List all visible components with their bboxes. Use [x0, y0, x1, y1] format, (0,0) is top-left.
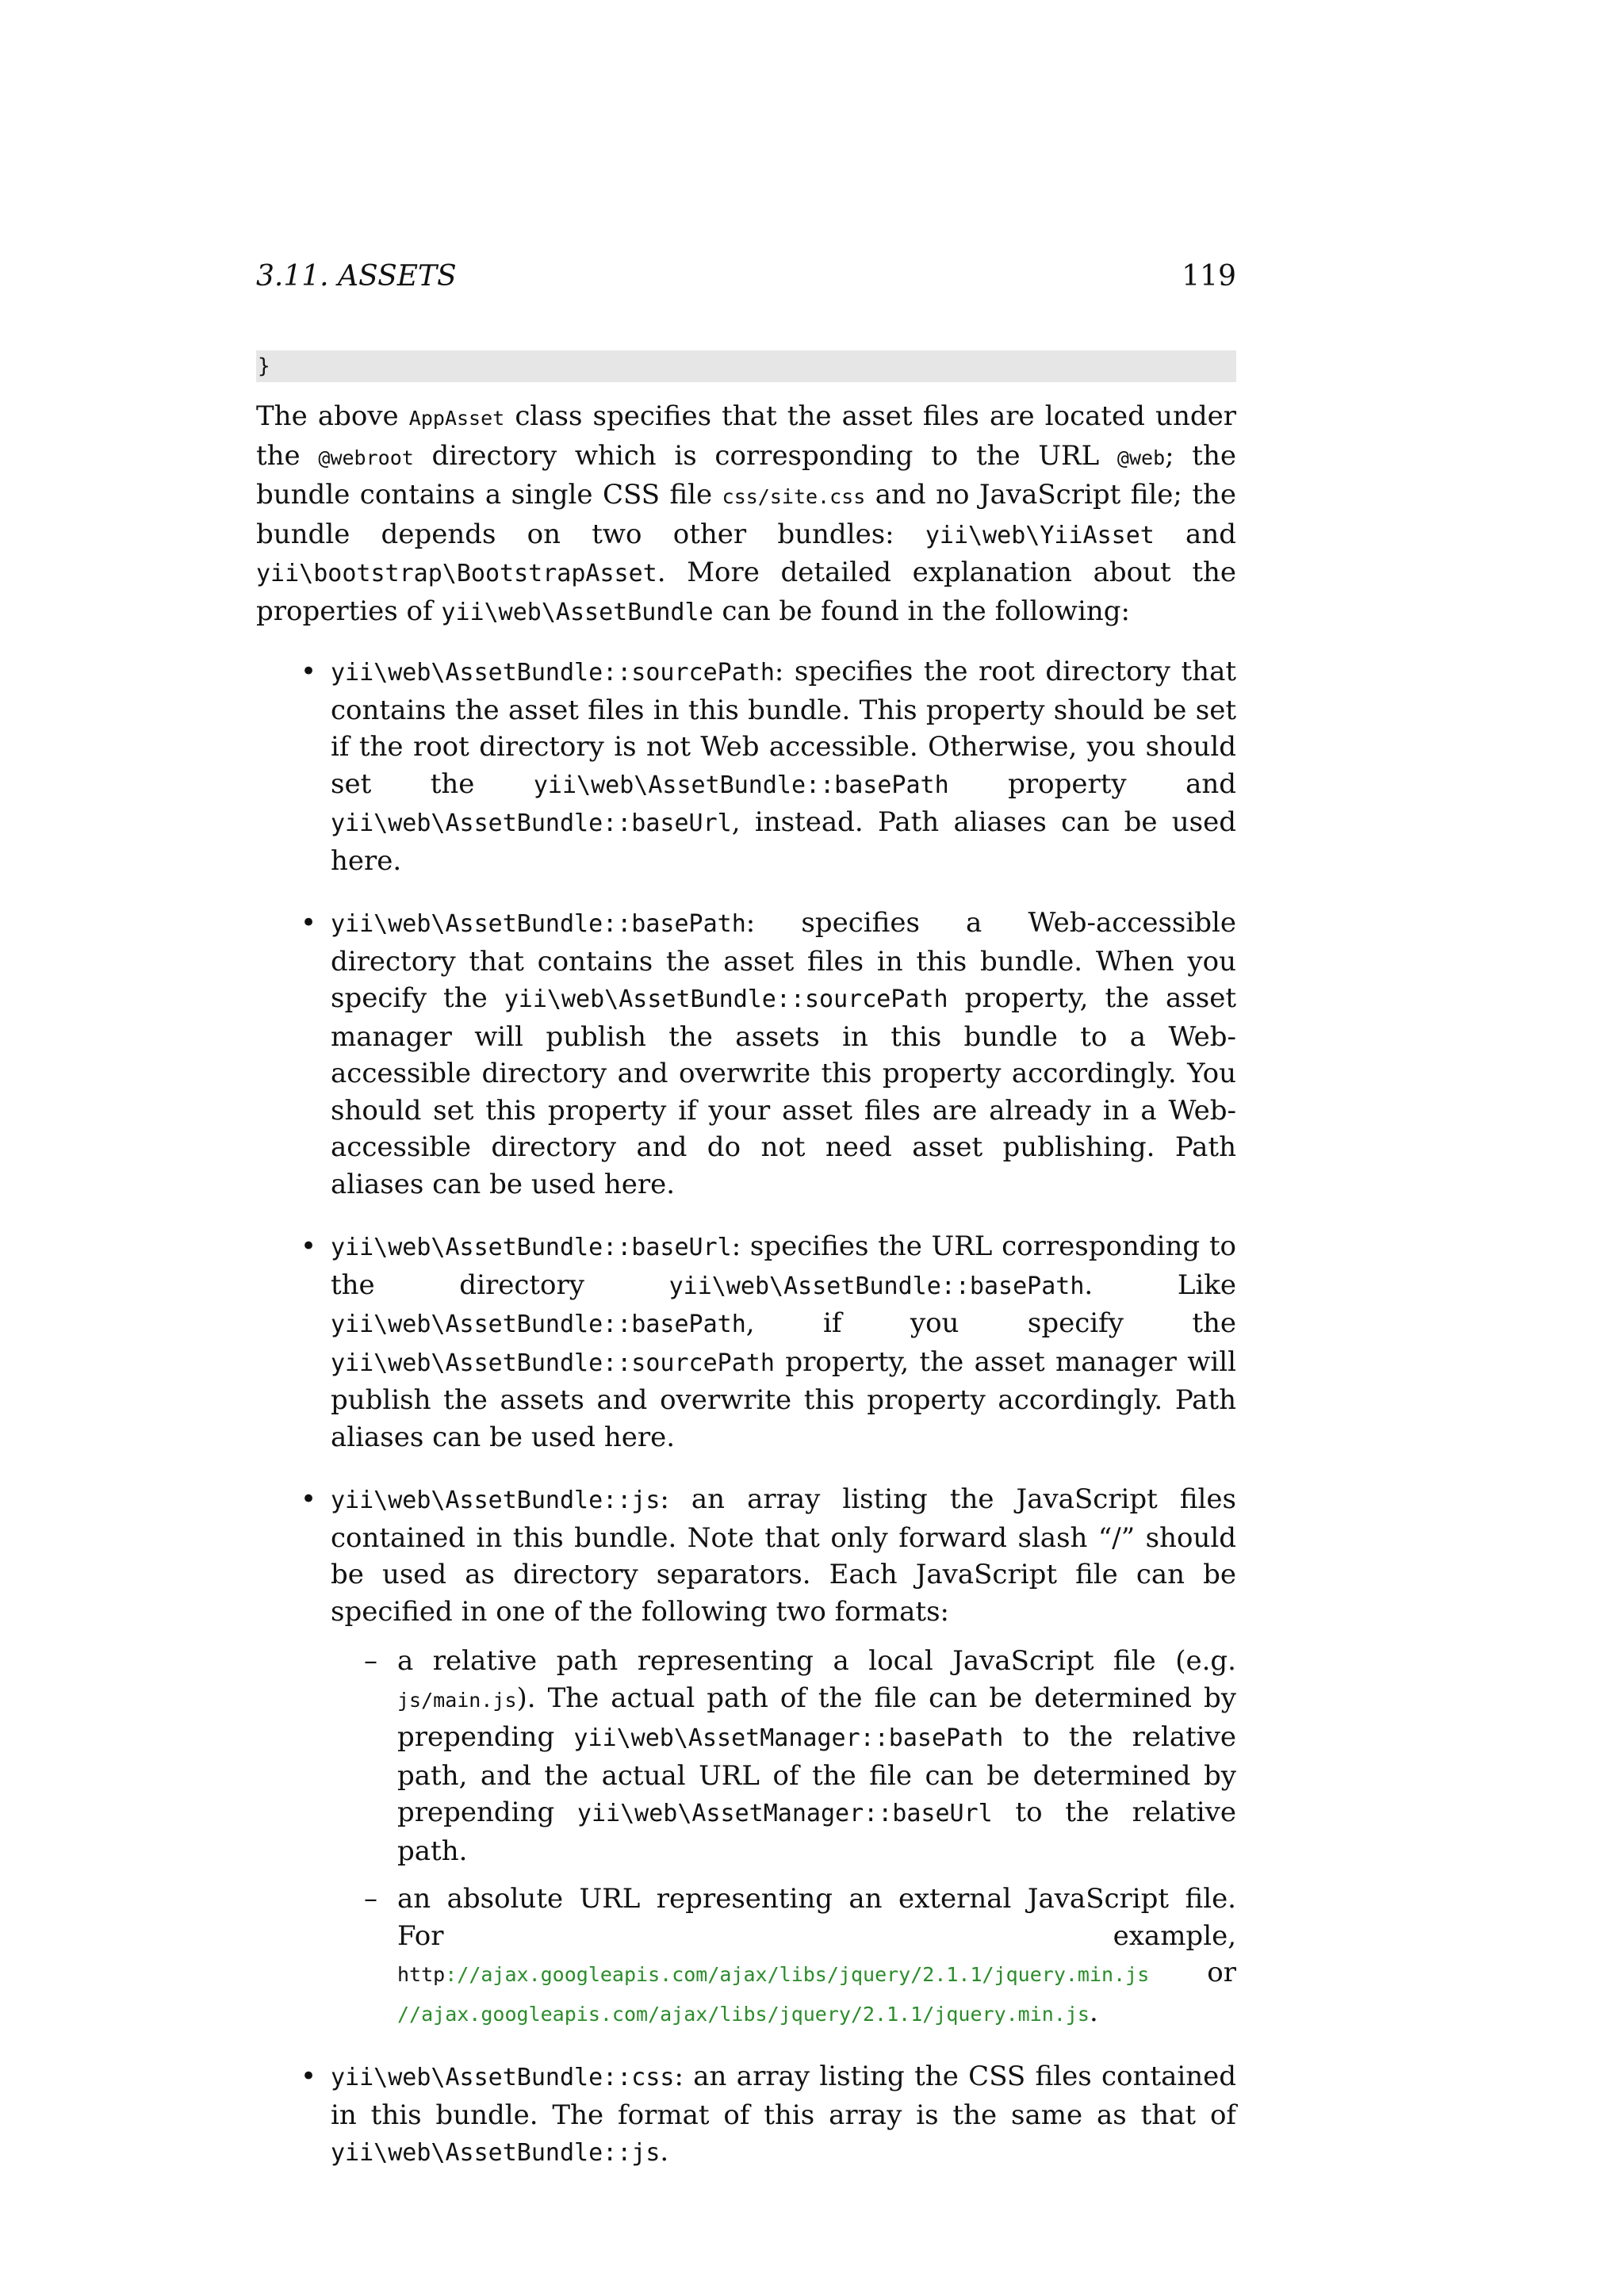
section-title: 3.11. ASSETS — [256, 260, 457, 293]
link-sourcepath[interactable]: yii\web\AssetBundle::sourcePath — [504, 985, 948, 1013]
list-item-sourcepath: • yii\web\AssetBundle::sourcePath: specifies the root directory that contains the asset files in this bundle. This property should be set if the root directory is not Web accessible. Otherwise, you should set the yii\web\AssetBundle::basePath property and yii\web\AssetBundle::baseUrl, instead. Path aliases can be used here. — [256, 653, 1236, 879]
list-item-relative-path: – a relative path representing a local JavaScript file (e.g. js/main.js). The actual path of the file can be determined by prepending yii\web\AssetManager::basePath to the relative path, and the actual URL of the file can be determined by prepending yii\web\AssetManager::baseUrl to the relative path. — [331, 1643, 1236, 1869]
code-site-css: css/site.css — [722, 485, 866, 508]
page-number: 119 — [1182, 260, 1236, 293]
code-http: http — [397, 1963, 446, 1986]
link-jquery-http[interactable]: ://ajax.googleapis.com/ajax/libs/jquery/2.1.1/jquery.min.js — [445, 1963, 1150, 1986]
link-js[interactable]: yii\web\AssetBundle::js — [331, 1487, 661, 1514]
list-item-absolute-url: – an absolute URL representing an external JavaScript file. For example, http://ajax.googleapis.com/ajax/libs/jquery/2.1.1/jquery.min.js or //ajax.googleapis.com/ajax/libs/jquery/2.1.1/jquery.min.js. — [331, 1881, 1236, 2033]
link-js[interactable]: yii\web\AssetBundle::js — [331, 2139, 661, 2167]
link-sourcepath[interactable]: yii\web\AssetBundle::sourcePath — [331, 1349, 775, 1377]
link-assetmanager-basepath[interactable]: yii\web\AssetManager::basePath — [573, 1724, 1004, 1752]
intro-paragraph: The above AppAsset class specifies that the asset files are located under the @webroot directory which is corresponding to the URL @web; the bundle contains a single CSS file css/site.css and no JavaScript file; the bundle depends on two other bundles: yii\web\YiiAsset and yii\bootstrap\BootstrapAsset. More detailed explanation about the properties of yii\web\AssetBundle can be found in the following: — [256, 400, 1236, 627]
link-css[interactable]: yii\web\AssetBundle::css — [331, 2064, 675, 2091]
link-basepath[interactable]: yii\web\AssetBundle::basePath — [331, 910, 746, 938]
link-assetmanager-baseurl[interactable]: yii\web\AssetManager::baseUrl — [576, 1800, 993, 1827]
link-basepath[interactable]: yii\web\AssetBundle::basePath — [533, 771, 949, 799]
code-web: @web — [1116, 446, 1166, 469]
list-item-basepath: • yii\web\AssetBundle::basePath: specifies a Web-accessible directory that contains the asset files in this bundle. When you specify the yii\web\AssetBundle::sourcePath property, the asset manager will publish the assets in this bundle to a Web-accessible directory and overwrite this property accordingly. You should set this property if your asset files are already in a Web-accessible directory and do not need asset publishing. Path aliases can be used here. — [256, 905, 1236, 1203]
link-baseurl[interactable]: yii\web\AssetBundle::baseUrl — [331, 809, 732, 837]
list-item-js: • yii\web\AssetBundle::js: an array listing the JavaScript files contained in this bundle. Note that only forward slash “/” should be used as directory separators. Each JavaScript file can be specified in one of the following two formats: – a relative path representing a local JavaScript file (e.g. js/main.js). The actual path of the file can be determined by prepending yii\web\AssetManager::basePath to the relative path, and the actual URL of the file can be determined by prepending yii\web\AssetManager::baseUrl to the relative path. – an absolute URL representing an external JavaScript file. For example, http://ajax.googleapis.com/ajax/libs/jquery/2.1.1/jquery.min.js or //ajax.googleapis.com/ajax/libs/jquery/2.1.1/jquery.min.js. — [256, 1481, 1236, 2033]
link-bootstrapasset[interactable]: yii\bootstrap\BootstrapAsset — [256, 560, 657, 587]
link-sourcepath[interactable]: yii\web\AssetBundle::sourcePath — [331, 659, 775, 687]
list-item-baseurl: • yii\web\AssetBundle::baseUrl: specifies the URL corresponding to the directory yii\web\AssetBundle::basePath. Like yii\web\AssetBundle::basePath, if you specify the yii\web\AssetBundle::sourcePath property, the asset manager will publish the assets and overwrite this property accordingly. Path aliases can be used here. — [256, 1228, 1236, 1456]
main-text — [256, 398, 1236, 2198]
link-baseurl[interactable]: yii\web\AssetBundle::baseUrl — [331, 1234, 732, 1261]
link-yiiasset[interactable]: yii\web\YiiAsset — [925, 521, 1155, 549]
property-list — [256, 653, 1236, 2172]
js-format-list — [331, 1643, 1236, 2033]
link-basepath[interactable]: yii\web\AssetBundle::basePath — [331, 1311, 746, 1338]
code-js-main: js/main.js — [397, 1688, 517, 1712]
link-assetbundle[interactable]: yii\web\AssetBundle — [441, 598, 714, 626]
code-appasset: AppAsset — [408, 407, 505, 430]
link-basepath[interactable]: yii\web\AssetBundle::basePath — [668, 1272, 1085, 1300]
link-jquery-protocol-relative[interactable]: //ajax.googleapis.com/ajax/libs/jquery/2.1.1/jquery.min.js — [397, 2002, 1090, 2026]
list-item-css: • yii\web\AssetBundle::css: an array listing the CSS files contained in this bundle. The format of this array is the same as that of yii\web\AssetBundle::js. — [256, 2058, 1236, 2172]
running-header — [256, 260, 1236, 293]
code-block-end: } — [256, 350, 1236, 382]
code-webroot: @webroot — [318, 446, 414, 469]
